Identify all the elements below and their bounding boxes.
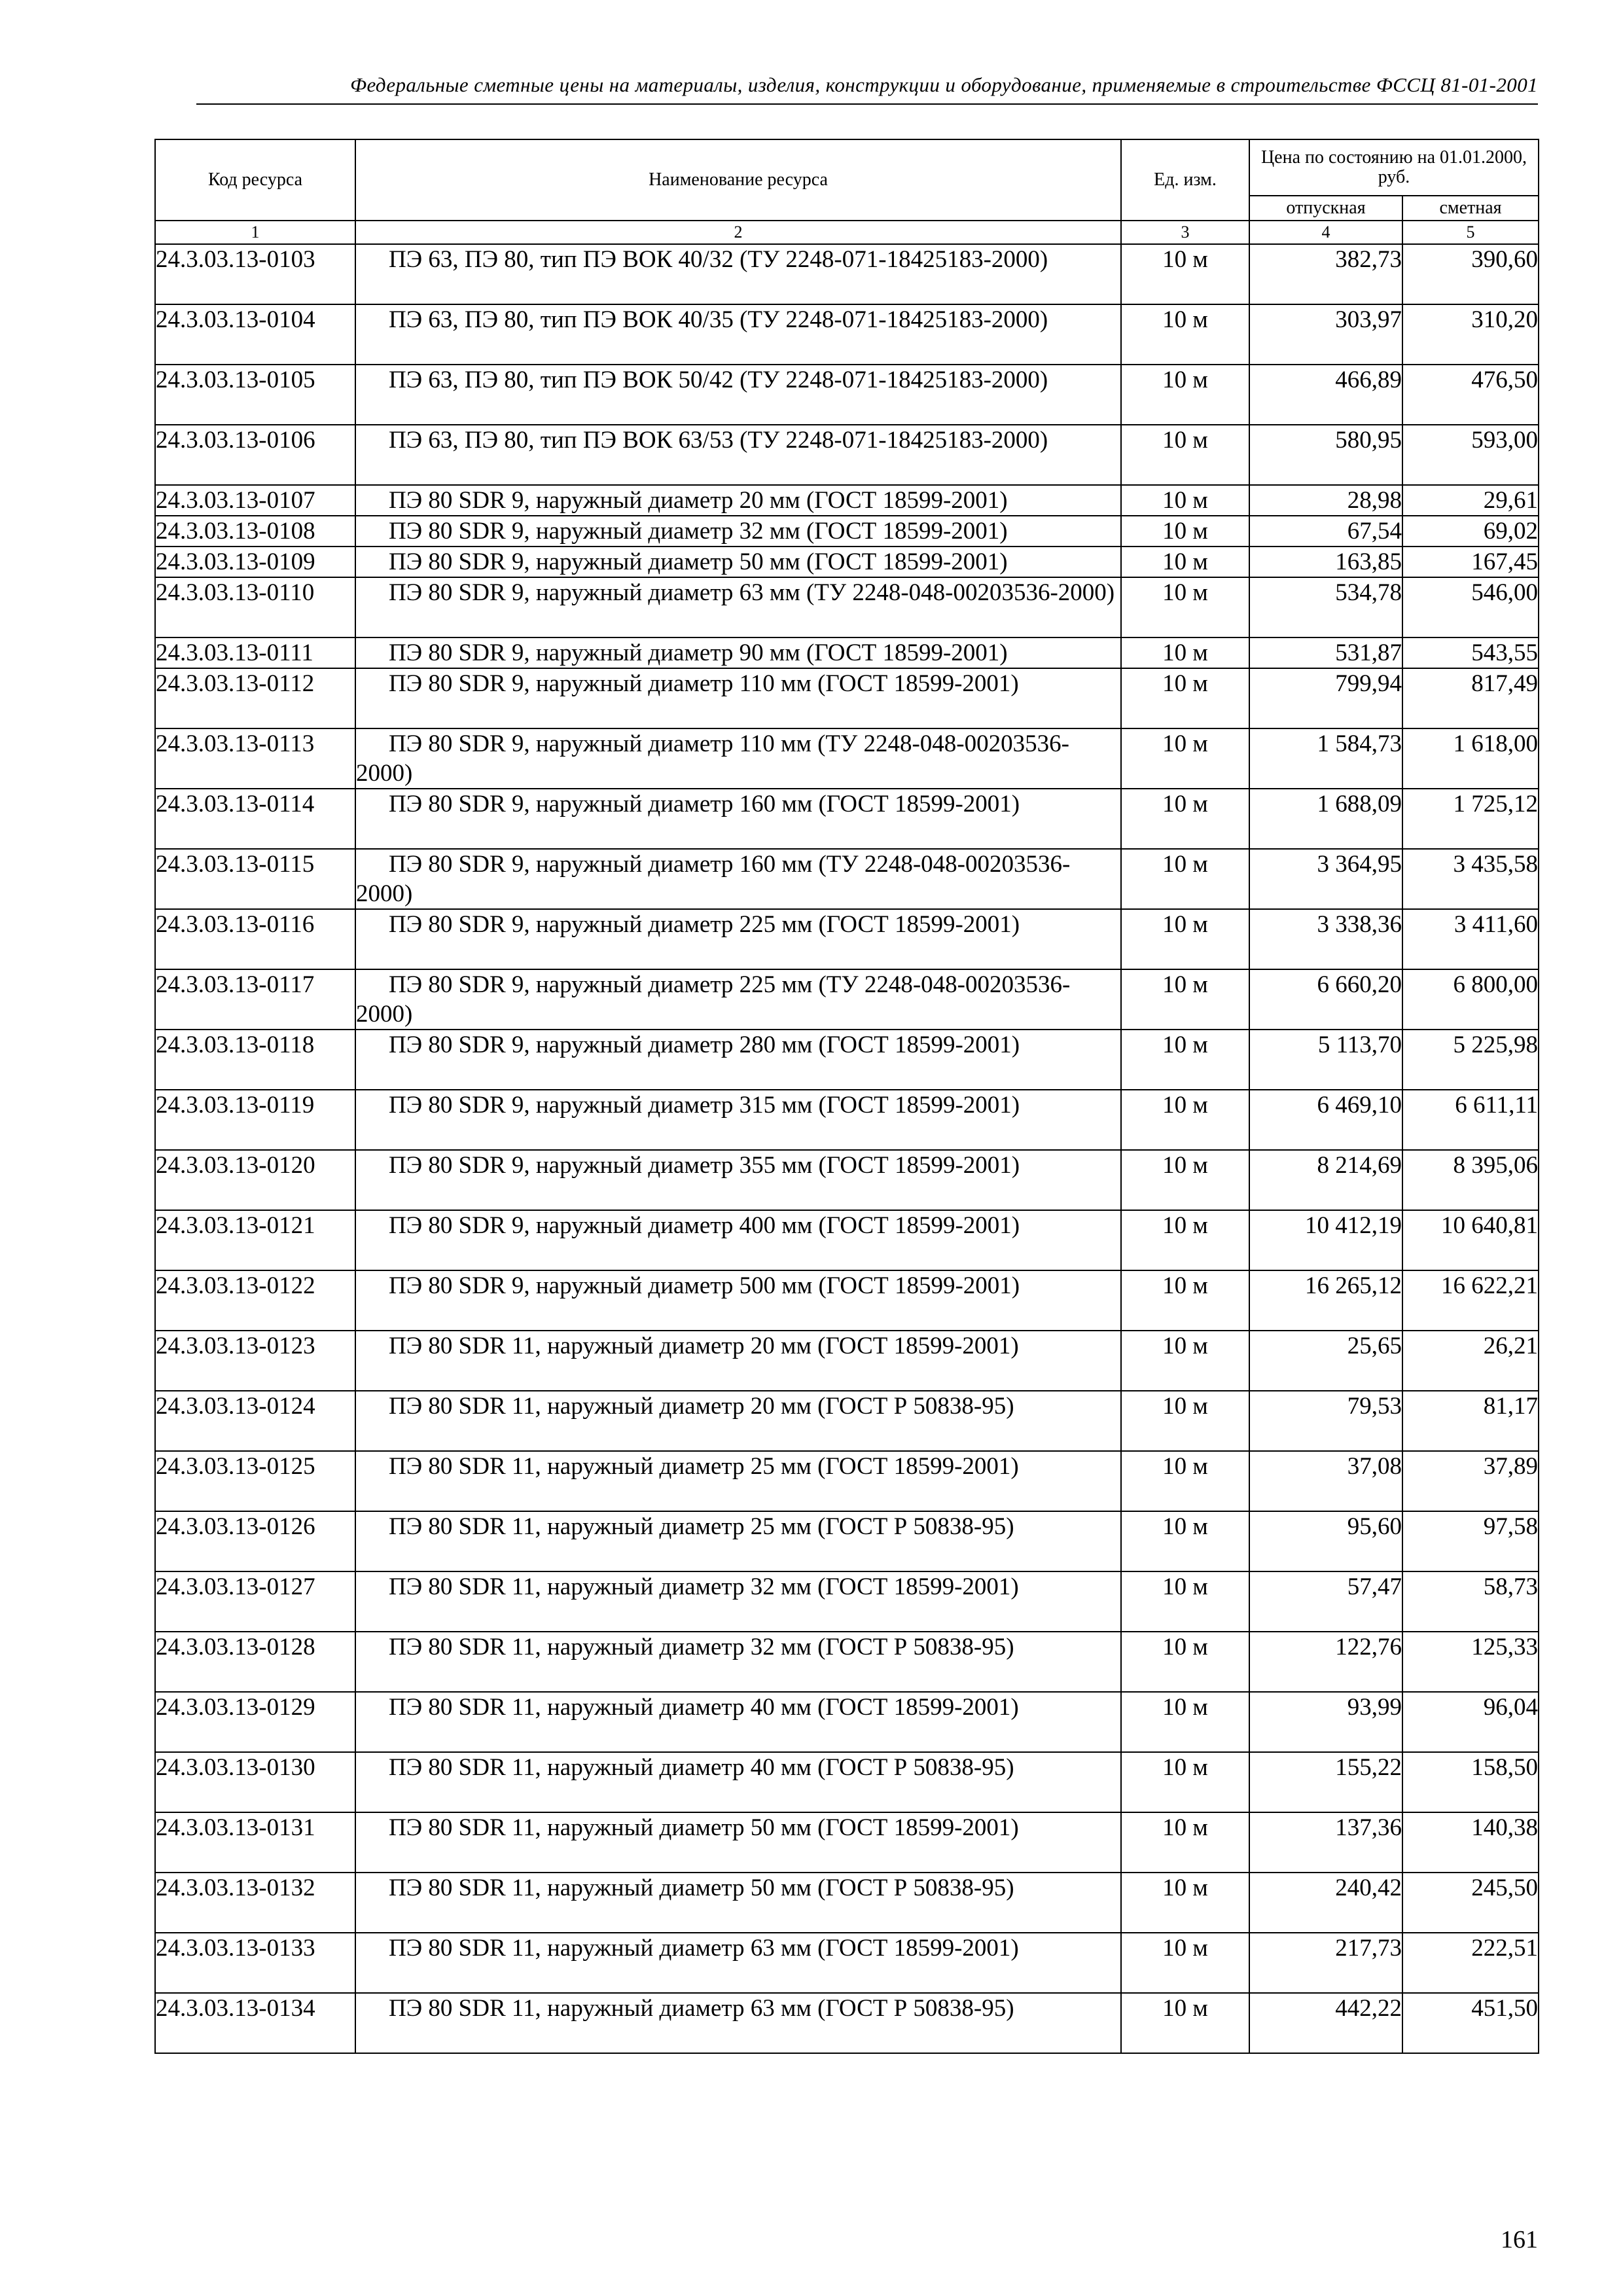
table-row	[155, 1632, 1539, 1692]
table-row	[155, 1451, 1539, 1511]
resource-name	[355, 1391, 1121, 1451]
release-price: 93,99	[1249, 1692, 1402, 1752]
resource-code: 24.3.03.13-0119	[155, 1090, 355, 1150]
resource-code: 24.3.03.13-0103	[155, 244, 355, 304]
estimate-price: 1 725,12	[1402, 789, 1539, 849]
estimate-price: 817,49	[1402, 668, 1539, 728]
table-row	[155, 789, 1539, 849]
resource-code: 24.3.03.13-0124	[155, 1391, 355, 1451]
resource-code: 24.3.03.13-0115	[155, 849, 355, 909]
unit-of-measure: 10 м	[1121, 577, 1249, 637]
estimate-price: 6 611,11	[1402, 1090, 1539, 1150]
release-price: 442,22	[1249, 1993, 1402, 2053]
table-row	[155, 1331, 1539, 1391]
table-row	[155, 365, 1539, 425]
unit-of-measure: 10 м	[1121, 516, 1249, 547]
unit-of-measure: 10 м	[1121, 1331, 1249, 1391]
resource-name-text: ПЭ 80 SDR 11, наружный диаметр 40 мм (ГОСТ Р 50838-95)	[389, 1754, 1014, 1781]
column-number: 2	[355, 221, 1121, 244]
release-price: 6 469,10	[1249, 1090, 1402, 1150]
resource-code: 24.3.03.13-0133	[155, 1933, 355, 1993]
release-price: 580,95	[1249, 425, 1402, 485]
estimate-price: 593,00	[1402, 425, 1539, 485]
resource-name	[355, 1632, 1121, 1692]
table-row	[155, 1993, 1539, 2053]
release-price: 137,36	[1249, 1812, 1402, 1873]
resource-name-text: ПЭ 80 SDR 9, наружный диаметр 400 мм (ГОСТ 18599-2001)	[389, 1212, 1020, 1239]
resource-code: 24.3.03.13-0109	[155, 547, 355, 577]
resource-name	[355, 1270, 1121, 1331]
unit-of-measure: 10 м	[1121, 668, 1249, 728]
estimate-price: 543,55	[1402, 637, 1539, 668]
unit-of-measure: 10 м	[1121, 789, 1249, 849]
table-row	[155, 728, 1539, 789]
release-price: 466,89	[1249, 365, 1402, 425]
resource-name-text: ПЭ 80 SDR 9, наружный диаметр 32 мм (ГОСТ 18599-2001)	[389, 518, 1008, 545]
resource-code: 24.3.03.13-0125	[155, 1451, 355, 1511]
resource-name-text: ПЭ 80 SDR 9, наружный диаметр 500 мм (ГОСТ 18599-2001)	[389, 1272, 1020, 1299]
table-row	[155, 547, 1539, 577]
estimate-price: 140,38	[1402, 1812, 1539, 1873]
estimate-price: 245,50	[1402, 1873, 1539, 1933]
resource-code: 24.3.03.13-0113	[155, 728, 355, 789]
table-row	[155, 1752, 1539, 1812]
estimate-price: 3 435,58	[1402, 849, 1539, 909]
estimate-price: 310,20	[1402, 304, 1539, 365]
unit-of-measure: 10 м	[1121, 1571, 1249, 1632]
estimate-price: 8 395,06	[1402, 1150, 1539, 1210]
resource-code: 24.3.03.13-0130	[155, 1752, 355, 1812]
release-price: 3 364,95	[1249, 849, 1402, 909]
header-name: Наименование ресурса	[355, 139, 1121, 221]
resource-name	[355, 909, 1121, 969]
release-price: 3 338,36	[1249, 909, 1402, 969]
resource-code: 24.3.03.13-0110	[155, 577, 355, 637]
release-price: 799,94	[1249, 668, 1402, 728]
unit-of-measure: 10 м	[1121, 969, 1249, 1030]
resource-name-text: ПЭ 80 SDR 11, наружный диаметр 20 мм (ГОСТ Р 50838-95)	[389, 1393, 1014, 1420]
resource-name-text: ПЭ 80 SDR 9, наружный диаметр 110 мм (ГОСТ 18599-2001)	[389, 670, 1019, 697]
resource-code: 24.3.03.13-0126	[155, 1511, 355, 1571]
resource-name	[355, 1511, 1121, 1571]
resource-code: 24.3.03.13-0134	[155, 1993, 355, 2053]
estimate-price: 158,50	[1402, 1752, 1539, 1812]
resource-name	[355, 1752, 1121, 1812]
resource-name	[355, 516, 1121, 547]
estimate-price: 5 225,98	[1402, 1030, 1539, 1090]
release-price: 95,60	[1249, 1511, 1402, 1571]
estimate-price: 16 622,21	[1402, 1270, 1539, 1331]
unit-of-measure: 10 м	[1121, 425, 1249, 485]
resource-code: 24.3.03.13-0123	[155, 1331, 355, 1391]
table-row	[155, 849, 1539, 909]
unit-of-measure: 10 м	[1121, 1090, 1249, 1150]
resource-name-text: ПЭ 63, ПЭ 80, тип ПЭ ВОК 50/42 (ТУ 2248-071-18425183-2000)	[389, 367, 1048, 393]
estimate-price: 167,45	[1402, 547, 1539, 577]
resource-name	[355, 1933, 1121, 1993]
resource-name-text: ПЭ 80 SDR 11, наружный диаметр 50 мм (ГОСТ Р 50838-95)	[389, 1874, 1014, 1901]
release-price: 240,42	[1249, 1873, 1402, 1933]
header-rule	[196, 103, 1538, 105]
estimate-price: 125,33	[1402, 1632, 1539, 1692]
resource-code: 24.3.03.13-0107	[155, 485, 355, 516]
unit-of-measure: 10 м	[1121, 1873, 1249, 1933]
unit-of-measure: 10 м	[1121, 1812, 1249, 1873]
unit-of-measure: 10 м	[1121, 1030, 1249, 1090]
resource-code: 24.3.03.13-0114	[155, 789, 355, 849]
unit-of-measure: 10 м	[1121, 1451, 1249, 1511]
estimate-price: 10 640,81	[1402, 1210, 1539, 1270]
estimate-price: 37,89	[1402, 1451, 1539, 1511]
table-row	[155, 516, 1539, 547]
resource-name	[355, 547, 1121, 577]
running-header: Федеральные сметные цены на материалы, изделия, конструкции и оборудование, применяемые в строительстве ФССЦ 81-01-2001	[350, 73, 1538, 96]
release-price: 6 660,20	[1249, 969, 1402, 1030]
table-row	[155, 1270, 1539, 1331]
resource-name	[355, 728, 1121, 789]
estimate-price: 96,04	[1402, 1692, 1539, 1752]
table-row	[155, 1210, 1539, 1270]
resource-name	[355, 1873, 1121, 1933]
table-body	[155, 244, 1539, 2053]
table-row	[155, 1391, 1539, 1451]
estimate-price: 6 800,00	[1402, 969, 1539, 1030]
estimate-price: 451,50	[1402, 1993, 1539, 2053]
column-number: 5	[1402, 221, 1539, 244]
resource-code: 24.3.03.13-0127	[155, 1571, 355, 1632]
release-price: 534,78	[1249, 577, 1402, 637]
estimate-price: 81,17	[1402, 1391, 1539, 1451]
table-row	[155, 1873, 1539, 1933]
resource-name	[355, 1993, 1121, 2053]
resource-name-text: ПЭ 80 SDR 11, наружный диаметр 63 мм (ГОСТ 18599-2001)	[389, 1935, 1019, 1962]
table-row	[155, 304, 1539, 365]
header-price-estimate: сметная	[1402, 196, 1539, 221]
unit-of-measure: 10 м	[1121, 1391, 1249, 1451]
resource-name	[355, 1451, 1121, 1511]
resource-code: 24.3.03.13-0116	[155, 909, 355, 969]
resource-name-text: ПЭ 80 SDR 9, наружный диаметр 160 мм (ГОСТ 18599-2001)	[389, 791, 1020, 817]
resource-name-text: ПЭ 80 SDR 11, наружный диаметр 25 мм (ГОСТ 18599-2001)	[389, 1453, 1019, 1480]
release-price: 67,54	[1249, 516, 1402, 547]
resource-name-text: ПЭ 80 SDR 11, наружный диаметр 50 мм (ГОСТ 18599-2001)	[389, 1814, 1019, 1841]
resource-name-text: ПЭ 80 SDR 11, наружный диаметр 32 мм (ГОСТ Р 50838-95)	[389, 1634, 1014, 1660]
unit-of-measure: 10 м	[1121, 1511, 1249, 1571]
resource-name-text: ПЭ 63, ПЭ 80, тип ПЭ ВОК 40/35 (ТУ 2248-071-18425183-2000)	[389, 306, 1048, 333]
table-row	[155, 1571, 1539, 1632]
resource-name-text: ПЭ 80 SDR 9, наружный диаметр 90 мм (ГОСТ 18599-2001)	[389, 639, 1008, 666]
resource-code: 24.3.03.13-0106	[155, 425, 355, 485]
resource-name	[355, 304, 1121, 365]
resource-code: 24.3.03.13-0105	[155, 365, 355, 425]
resource-name	[355, 849, 1121, 909]
release-price: 155,22	[1249, 1752, 1402, 1812]
estimate-price: 476,50	[1402, 365, 1539, 425]
estimate-price: 58,73	[1402, 1571, 1539, 1632]
estimate-price: 546,00	[1402, 577, 1539, 637]
resource-name-text: ПЭ 80 SDR 9, наружный диаметр 50 мм (ГОСТ 18599-2001)	[389, 548, 1008, 575]
release-price: 303,97	[1249, 304, 1402, 365]
release-price: 25,65	[1249, 1331, 1402, 1391]
resource-name-text: ПЭ 80 SDR 9, наружный диаметр 280 мм (ГОСТ 18599-2001)	[389, 1031, 1020, 1058]
resource-code: 24.3.03.13-0117	[155, 969, 355, 1030]
resource-name	[355, 365, 1121, 425]
release-price: 382,73	[1249, 244, 1402, 304]
resource-name	[355, 1571, 1121, 1632]
resource-code: 24.3.03.13-0128	[155, 1632, 355, 1692]
release-price: 28,98	[1249, 485, 1402, 516]
estimate-price: 222,51	[1402, 1933, 1539, 1993]
estimate-price: 390,60	[1402, 244, 1539, 304]
resource-name-text: ПЭ 63, ПЭ 80, тип ПЭ ВОК 63/53 (ТУ 2248-071-18425183-2000)	[389, 427, 1048, 454]
release-price: 57,47	[1249, 1571, 1402, 1632]
unit-of-measure: 10 м	[1121, 365, 1249, 425]
table-row	[155, 425, 1539, 485]
unit-of-measure: 10 м	[1121, 1632, 1249, 1692]
unit-of-measure: 10 м	[1121, 909, 1249, 969]
resource-name-text: ПЭ 80 SDR 9, наружный диаметр 225 мм (ГОСТ 18599-2001)	[389, 911, 1020, 938]
header-code: Код ресурса	[155, 139, 355, 221]
resource-name	[355, 485, 1121, 516]
release-price: 8 214,69	[1249, 1150, 1402, 1210]
release-price: 5 113,70	[1249, 1030, 1402, 1090]
resource-name-text: ПЭ 63, ПЭ 80, тип ПЭ ВОК 40/32 (ТУ 2248-071-18425183-2000)	[389, 246, 1048, 273]
table-row	[155, 1812, 1539, 1873]
table-row	[155, 668, 1539, 728]
resource-name-text: ПЭ 80 SDR 9, наружный диаметр 63 мм (ТУ 2248-048-00203536-2000)	[389, 579, 1115, 606]
estimate-price: 97,58	[1402, 1511, 1539, 1571]
resource-name	[355, 1030, 1121, 1090]
resource-name	[355, 637, 1121, 668]
release-price: 531,87	[1249, 637, 1402, 668]
resource-name-text: ПЭ 80 SDR 11, наружный диаметр 63 мм (ГОСТ Р 50838-95)	[389, 1995, 1014, 2022]
estimate-price: 3 411,60	[1402, 909, 1539, 969]
resource-name	[355, 1331, 1121, 1391]
release-price: 1 688,09	[1249, 789, 1402, 849]
release-price: 16 265,12	[1249, 1270, 1402, 1331]
resource-code: 24.3.03.13-0121	[155, 1210, 355, 1270]
resource-code: 24.3.03.13-0118	[155, 1030, 355, 1090]
unit-of-measure: 10 м	[1121, 1692, 1249, 1752]
table-row	[155, 1030, 1539, 1090]
resource-name-text: ПЭ 80 SDR 9, наружный диаметр 160 мм (ТУ 2248-048-00203536-2000)	[356, 851, 1071, 907]
unit-of-measure: 10 м	[1121, 637, 1249, 668]
header-price-release: отпускная	[1249, 196, 1402, 221]
resource-name	[355, 969, 1121, 1030]
table-row	[155, 485, 1539, 516]
unit-of-measure: 10 м	[1121, 485, 1249, 516]
table-row	[155, 244, 1539, 304]
release-price: 217,73	[1249, 1933, 1402, 1993]
resource-name-text: ПЭ 80 SDR 11, наружный диаметр 40 мм (ГОСТ 18599-2001)	[389, 1694, 1019, 1721]
resource-code: 24.3.03.13-0132	[155, 1873, 355, 1933]
table-row	[155, 1692, 1539, 1752]
resource-name	[355, 425, 1121, 485]
unit-of-measure: 10 м	[1121, 244, 1249, 304]
column-number: 4	[1249, 221, 1402, 244]
unit-of-measure: 10 м	[1121, 1752, 1249, 1812]
column-numbers-row	[155, 221, 1539, 244]
resource-code: 24.3.03.13-0120	[155, 1150, 355, 1210]
page-number: 161	[1501, 2226, 1538, 2253]
table-row	[155, 1150, 1539, 1210]
resource-code: 24.3.03.13-0108	[155, 516, 355, 547]
unit-of-measure: 10 м	[1121, 849, 1249, 909]
resource-name	[355, 789, 1121, 849]
unit-of-measure: 10 м	[1121, 1210, 1249, 1270]
header-unit: Ед. изм.	[1121, 139, 1249, 221]
unit-of-measure: 10 м	[1121, 1270, 1249, 1331]
resource-name	[355, 1210, 1121, 1270]
unit-of-measure: 10 м	[1121, 304, 1249, 365]
resource-name-text: ПЭ 80 SDR 9, наружный диаметр 20 мм (ГОСТ 18599-2001)	[389, 487, 1008, 514]
resource-code: 24.3.03.13-0112	[155, 668, 355, 728]
column-number: 1	[155, 221, 355, 244]
resource-name-text: ПЭ 80 SDR 9, наружный диаметр 355 мм (ГОСТ 18599-2001)	[389, 1152, 1020, 1179]
release-price: 1 584,73	[1249, 728, 1402, 789]
resource-name-text: ПЭ 80 SDR 11, наружный диаметр 25 мм (ГОСТ Р 50838-95)	[389, 1513, 1014, 1540]
price-table	[154, 139, 1539, 2054]
column-number: 3	[1121, 221, 1249, 244]
resource-code: 24.3.03.13-0104	[155, 304, 355, 365]
release-price: 79,53	[1249, 1391, 1402, 1451]
unit-of-measure: 10 м	[1121, 1933, 1249, 1993]
estimate-price: 69,02	[1402, 516, 1539, 547]
resource-name-text: ПЭ 80 SDR 9, наружный диаметр 315 мм (ГОСТ 18599-2001)	[389, 1092, 1020, 1119]
unit-of-measure: 10 м	[1121, 547, 1249, 577]
resource-name-text: ПЭ 80 SDR 9, наружный диаметр 110 мм (ТУ 2248-048-00203536-2000)	[356, 730, 1069, 787]
resource-name-text: ПЭ 80 SDR 11, наружный диаметр 20 мм (ГОСТ 18599-2001)	[389, 1333, 1019, 1359]
resource-name	[355, 1692, 1121, 1752]
resource-name	[355, 668, 1121, 728]
resource-name	[355, 1150, 1121, 1210]
resource-name-text: ПЭ 80 SDR 9, наружный диаметр 225 мм (ТУ 2248-048-00203536-2000)	[356, 971, 1071, 1028]
resource-code: 24.3.03.13-0131	[155, 1812, 355, 1873]
release-price: 163,85	[1249, 547, 1402, 577]
estimate-price: 1 618,00	[1402, 728, 1539, 789]
table-row	[155, 909, 1539, 969]
release-price: 37,08	[1249, 1451, 1402, 1511]
resource-name-text: ПЭ 80 SDR 11, наружный диаметр 32 мм (ГОСТ 18599-2001)	[389, 1573, 1019, 1600]
unit-of-measure: 10 м	[1121, 1993, 1249, 2053]
resource-name	[355, 577, 1121, 637]
release-price: 10 412,19	[1249, 1210, 1402, 1270]
resource-name	[355, 244, 1121, 304]
resource-code: 24.3.03.13-0129	[155, 1692, 355, 1752]
resource-name	[355, 1812, 1121, 1873]
table-row	[155, 1090, 1539, 1150]
table-row	[155, 1511, 1539, 1571]
header-price-group: Цена по состоянию на 01.01.2000, руб.	[1249, 139, 1539, 196]
release-price: 122,76	[1249, 1632, 1402, 1692]
table-row	[155, 577, 1539, 637]
unit-of-measure: 10 м	[1121, 728, 1249, 789]
estimate-price: 26,21	[1402, 1331, 1539, 1391]
table-row	[155, 637, 1539, 668]
table-row	[155, 969, 1539, 1030]
estimate-price: 29,61	[1402, 485, 1539, 516]
resource-code: 24.3.03.13-0111	[155, 637, 355, 668]
resource-name	[355, 1090, 1121, 1150]
unit-of-measure: 10 м	[1121, 1150, 1249, 1210]
resource-code: 24.3.03.13-0122	[155, 1270, 355, 1331]
table-row	[155, 1933, 1539, 1993]
